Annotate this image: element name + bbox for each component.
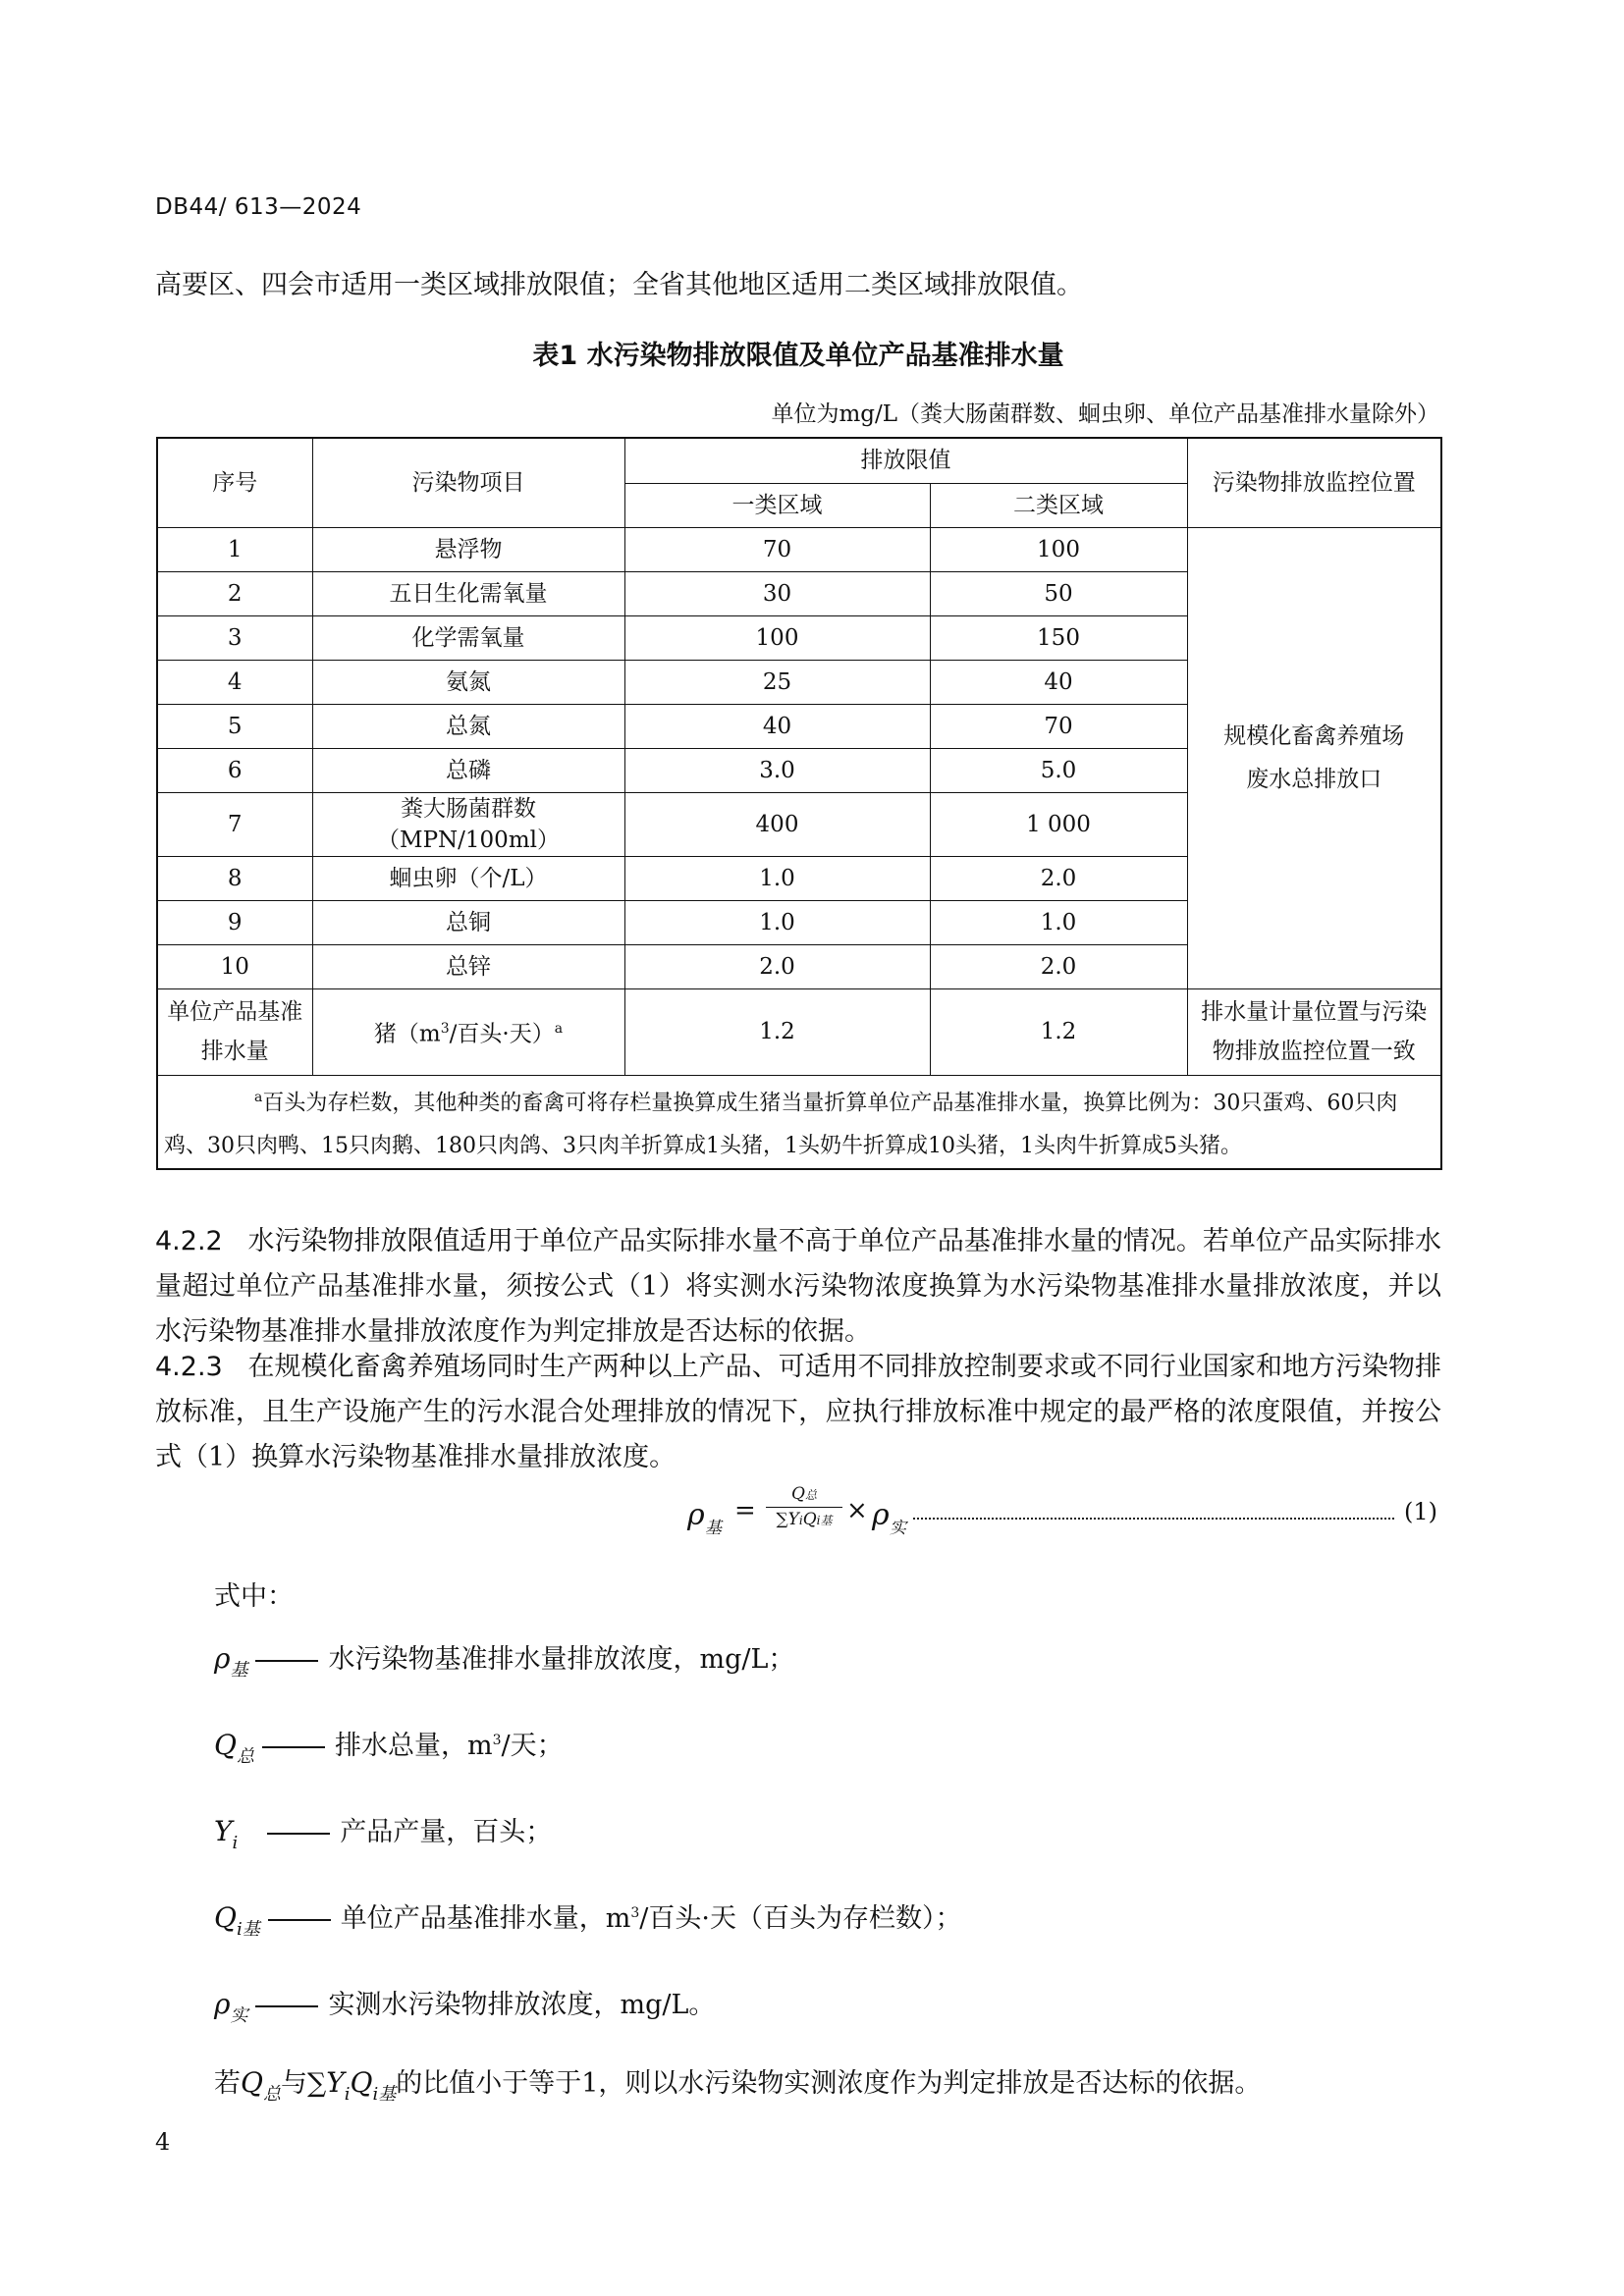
variable-y	[214, 1810, 553, 1853]
clause-number: 4.2.2	[155, 1226, 223, 1256]
row-class2: 1.0	[930, 900, 1187, 944]
var-sub: 实	[230, 2005, 248, 2026]
header-monitor: 污染物排放监控位置	[1187, 438, 1441, 527]
var-desc: 排水总量，m	[334, 1731, 493, 1761]
final-mid: 与∑	[280, 2068, 327, 2099]
row-item: 化学需氧量	[312, 615, 624, 660]
var-sub: 基	[230, 1660, 248, 1681]
var-symbol: Q	[214, 1901, 237, 1934]
row-no: 7	[157, 792, 312, 856]
final-q: Q	[241, 2066, 263, 2099]
clause-number: 4.2.3	[155, 1352, 223, 1382]
table-footnote	[157, 1075, 1441, 1169]
formula-num: Q	[791, 1484, 805, 1504]
clause-text: 在规模化畜禽养殖场同时生产两种以上产品、可适用不同排放控制要求或不同行业国家和地方污染物排放标准，且生产设施产生的污水混合处理排放的情况下，应执行排放标准中规定的最严格的浓度限值，并按公式（1）换算水污染物基准排水量排放浓度。	[155, 1352, 1442, 1472]
row-no: 2	[157, 571, 312, 615]
dash	[262, 1746, 325, 1748]
row-no: 3	[157, 615, 312, 660]
row-class1: 1.0	[624, 856, 930, 900]
row-no: 8	[157, 856, 312, 900]
var-sub: i	[232, 1833, 239, 1853]
row-class1: 2.0	[624, 944, 930, 988]
base-drainage-row	[157, 988, 1441, 1075]
footnote-mark: a	[254, 1089, 263, 1105]
monitor-line-2: 废水总排放口	[1246, 767, 1382, 792]
final-q2: Q	[350, 2066, 373, 2099]
row-no: 9	[157, 900, 312, 944]
row-class1: 400	[624, 792, 930, 856]
base-row-item	[312, 988, 624, 1075]
base-row-item-sup: 3	[440, 1021, 450, 1038]
row-item: 蛔虫卵（个/L）	[312, 856, 624, 900]
row-class2: 50	[930, 571, 1187, 615]
var-desc: 产品产量，百头；	[340, 1817, 553, 1847]
footnote-text: 百头为存栏数，其他种类的畜禽可将存栏量换算成生猪当量折算单位产品基准排水量，换算比例为：30只蛋鸡、60只肉鸡、30只肉鸭、15只肉鹅、180只肉鸽、3只肉羊折算成1头猪，1头奶牛折算成10头猪，1头肉牛折算成5头猪。	[164, 1090, 1398, 1158]
base-row-label-1: 单位产品基准	[167, 999, 303, 1025]
clause-4-2-3	[155, 1345, 1441, 1480]
clause-text: 水污染物排放限值适用于单位产品实际排水量不高于单位产品基准排水量的情况。若单位产品实际排水量超过单位产品基准排水量，须按公式（1）将实测水污染物浓度换算为水污染物基准排水量排放浓度，并以水污染物基准排水量排放浓度作为判定排放是否达标的依据。	[155, 1226, 1442, 1347]
row-no: 5	[157, 704, 312, 748]
base-row-class2: 1.2	[930, 988, 1187, 1075]
final-statement	[214, 2061, 1262, 2105]
row-class1: 3.0	[624, 748, 930, 792]
final-pre: 若	[214, 2068, 241, 2099]
final-y-sub: i	[344, 2084, 351, 2105]
final-q-sub: 总	[262, 2084, 281, 2105]
header-no: 序号	[157, 438, 312, 527]
row-item: 五日生化需氧量	[312, 571, 624, 615]
formula-den-q-sub: i基	[816, 1514, 833, 1527]
document-code: DB44/ 613—2024	[155, 194, 362, 220]
header-limit: 排放限值	[624, 438, 1187, 483]
page-number: 4	[155, 2128, 171, 2156]
formula-rhs: ρ	[872, 1498, 890, 1532]
final-y: Y	[326, 2066, 345, 2099]
base-row-monitor	[1187, 988, 1441, 1075]
base-row-label	[157, 988, 312, 1075]
row-class1: 100	[624, 615, 930, 660]
var-desc: 单位产品基准排水量，m	[340, 1903, 631, 1934]
emission-limit-table	[156, 437, 1442, 1170]
monitor-line-1: 规模化畜禽养殖场	[1223, 723, 1405, 749]
base-row-item-pre: 猪（m	[373, 1021, 441, 1047]
row-class1: 70	[624, 527, 930, 571]
monitor-location-main	[1187, 527, 1441, 988]
row-class2: 40	[930, 660, 1187, 704]
dash	[268, 1919, 331, 1921]
formula-lhs: ρ	[687, 1498, 705, 1532]
var-desc-post: /百头·天（百头为存栏数）；	[639, 1903, 962, 1934]
base-row-monitor-2: 物排放监控位置一致	[1212, 1039, 1416, 1064]
row-class1: 40	[624, 704, 930, 748]
table-row	[157, 527, 1441, 571]
where-label: 式中：	[214, 1581, 294, 1612]
dash	[255, 1660, 318, 1662]
formula-times: ×	[846, 1496, 868, 1525]
row-item: 总铜	[312, 900, 624, 944]
row-item: 总氮	[312, 704, 624, 748]
var-desc: 水污染物基准排水量排放浓度，mg/L；	[328, 1644, 795, 1675]
formula-den: ∑Y	[776, 1510, 799, 1529]
header-item: 污染物项目	[312, 438, 624, 527]
row-class2: 2.0	[930, 944, 1187, 988]
row-no: 4	[157, 660, 312, 704]
row-class2: 100	[930, 527, 1187, 571]
formula-num-sub: 总	[804, 1488, 817, 1502]
row-class2: 150	[930, 615, 1187, 660]
dash	[255, 2005, 318, 2007]
row-item: 氨氮	[312, 660, 624, 704]
row-class2: 5.0	[930, 748, 1187, 792]
footnote-mark: a	[554, 1021, 564, 1038]
variable-q-base	[214, 1896, 962, 1940]
clause-4-2-2	[155, 1219, 1441, 1355]
formula-rhs-sub: 实	[890, 1519, 906, 1538]
formula-lhs-sub: 基	[705, 1519, 722, 1538]
base-row-label-2: 排水量	[200, 1039, 269, 1064]
row-item: 总磷	[312, 748, 624, 792]
row-class1: 30	[624, 571, 930, 615]
row-no: 1	[157, 527, 312, 571]
header-class2: 二类区域	[930, 483, 1187, 527]
dash	[267, 1833, 330, 1835]
row-class2: 70	[930, 704, 1187, 748]
row-item: 总锌	[312, 944, 624, 988]
base-row-item-post: /百头·天）	[449, 1021, 555, 1047]
formula-fraction	[766, 1484, 842, 1530]
var-desc-post: /天；	[501, 1731, 564, 1761]
row-no: 6	[157, 748, 312, 792]
var-symbol: ρ	[214, 1642, 231, 1675]
header-class1: 一类区域	[624, 483, 930, 527]
table-footnote-row	[157, 1075, 1441, 1169]
variable-q-total	[214, 1724, 564, 1767]
row-class1: 25	[624, 660, 930, 704]
row-item: 粪大肠菌群数（MPN/100ml）	[312, 792, 624, 856]
variable-rho-measured	[214, 1983, 716, 2026]
final-q2-sub: i基	[372, 2084, 397, 2105]
var-symbol: ρ	[214, 1988, 231, 2020]
var-desc-sup: 3	[630, 1905, 640, 1921]
row-class1: 1.0	[624, 900, 930, 944]
row-item: 悬浮物	[312, 527, 624, 571]
formula-den-q: Q	[802, 1510, 817, 1529]
var-sub: 总	[236, 1746, 254, 1767]
formula-den-i: i	[798, 1514, 803, 1527]
var-symbol: Q	[214, 1729, 237, 1761]
variable-rho-base	[214, 1637, 795, 1681]
table-unit-note: 单位为mg/L（粪大肠菌群数、蛔虫卵、单位产品基准排水量除外）	[771, 401, 1439, 427]
base-row-class1: 1.2	[624, 988, 930, 1075]
table-title: 表1 水污染物排放限值及单位产品基准排水量	[532, 341, 1064, 371]
row-no: 10	[157, 944, 312, 988]
final-post: 的比值小于等于1，则以水污染物实测浓度作为判定排放是否达标的依据。	[396, 2068, 1262, 2099]
base-row-monitor-1: 排水量计量位置与污染	[1201, 999, 1428, 1025]
var-sub: i基	[236, 1919, 260, 1940]
row-class2: 2.0	[930, 856, 1187, 900]
formula-number: (1)	[1404, 1498, 1437, 1525]
formula-leader	[913, 1518, 1394, 1520]
var-desc: 实测水污染物排放浓度，mg/L。	[328, 1990, 716, 2020]
intro-paragraph: 高要区、四会市适用一类区域排放限值；全省其他地区适用二类区域排放限值。	[155, 270, 1083, 300]
formula-1: ρ 基 = Q总 ∑YiQi基 × ρ 实 (1)	[687, 1484, 1437, 1538]
var-desc-sup: 3	[492, 1733, 502, 1748]
var-symbol: Y	[214, 1815, 233, 1847]
row-class2: 1 000	[930, 792, 1187, 856]
